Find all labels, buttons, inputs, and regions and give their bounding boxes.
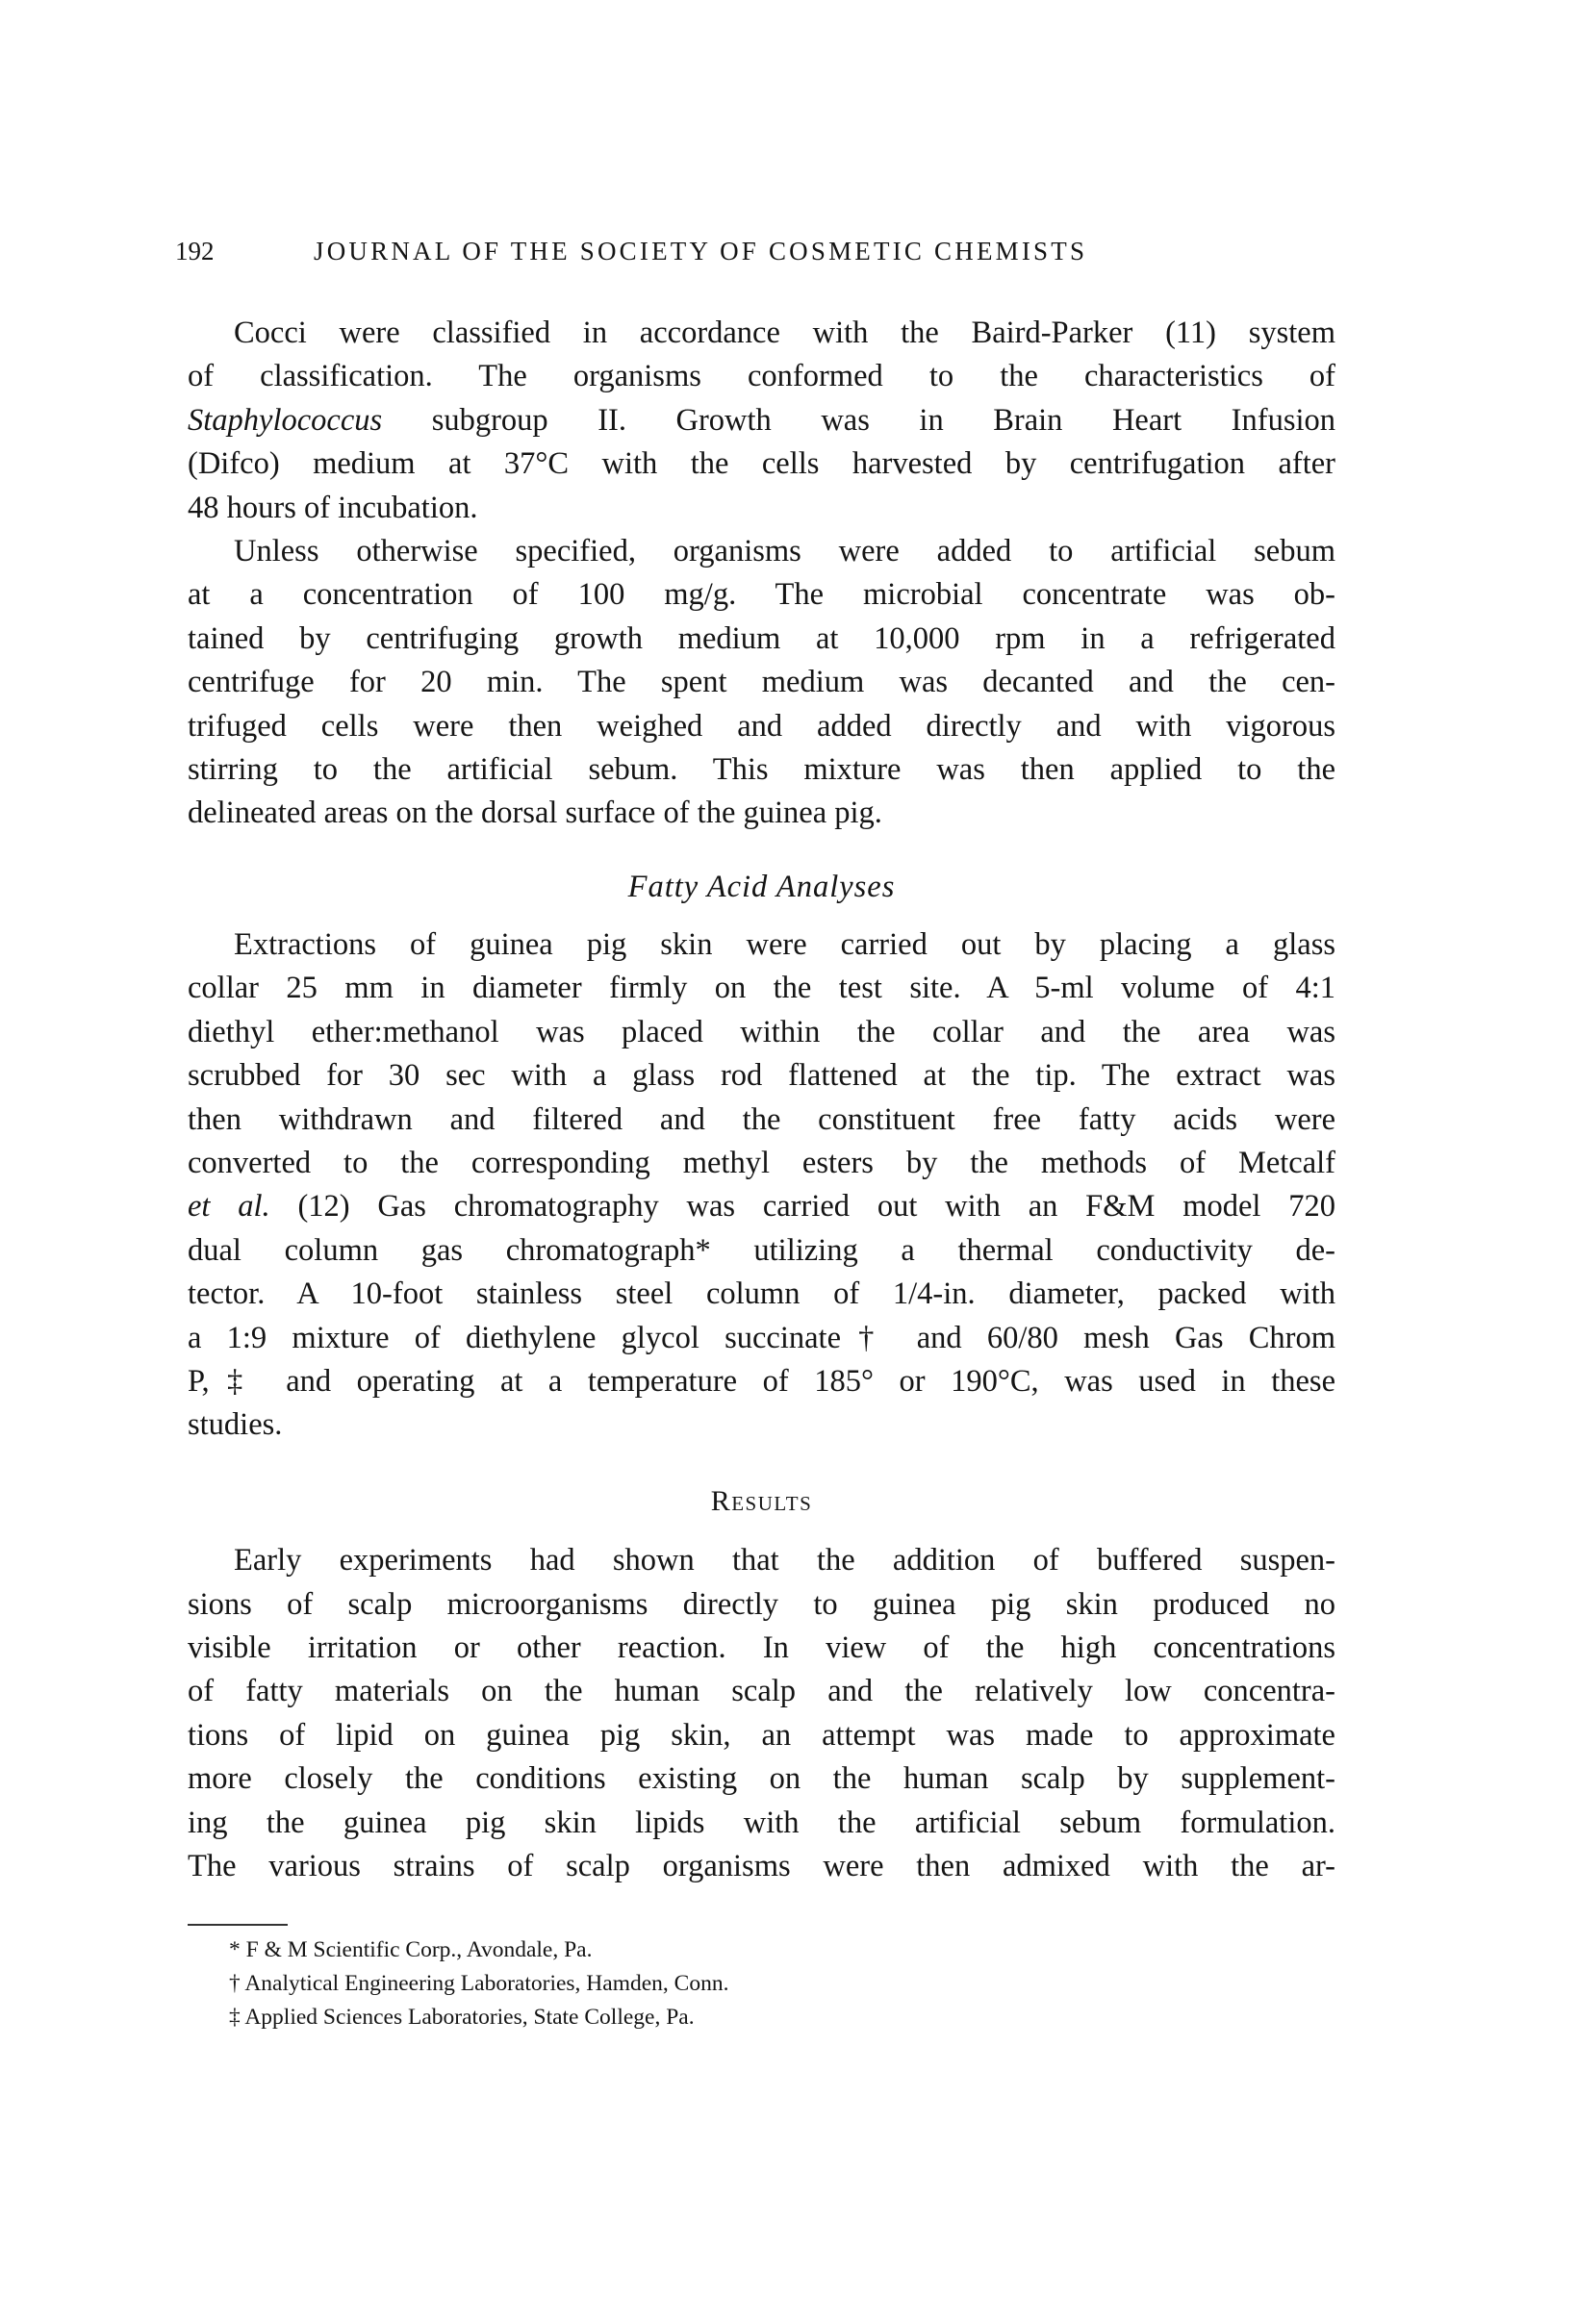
text-segment: diethyl ether:methanol was placed within the collar and the area was (188, 1014, 1335, 1049)
text-line (188, 1054, 1335, 1098)
text-segment: Early experiments had shown that the addition of buffered suspen- (234, 1543, 1335, 1579)
text-line (188, 1185, 1335, 1228)
text-line (188, 1845, 1335, 1888)
text-line (188, 1403, 1335, 1447)
footnote-rule (188, 1924, 288, 1926)
text-line (188, 1229, 1335, 1273)
text-segment: at a concentration of 100 mg/g. The microbial concentrate was ob- (188, 577, 1335, 613)
text-segment: ing the guinea pig skin lipids with the artificial sebum formulation. (188, 1805, 1335, 1840)
text-line (188, 705, 1335, 748)
text-segment: (Difco) medium at 37°C with the cells harvested by centrifugation after (188, 446, 1335, 482)
page-number: 192 (175, 237, 215, 265)
text-line (188, 1360, 1335, 1403)
text-segment: of fatty materials on the human scalp and the relatively low concentra- (188, 1674, 1335, 1709)
text-segment: of classification. The organisms conformed to the characteristics of (188, 359, 1335, 394)
text-line (188, 1757, 1335, 1801)
italic-text: Staphylococcus (188, 402, 383, 438)
text-line (188, 1670, 1335, 1713)
text-segment: tector. A 10-foot stainless steel column of 1/4-in. diameter, packed with (188, 1276, 1335, 1312)
text-segment: studies. (188, 1407, 283, 1443)
text-line (188, 312, 1335, 355)
text-line (188, 1011, 1335, 1054)
section-heading: Fatty Acid Analyses (627, 869, 896, 904)
text-segment: Unless otherwise specified, organisms were added to artificial sebum (234, 533, 1335, 568)
text-segment: Extractions of guinea pig skin were carried out by placing a glass (234, 927, 1335, 963)
text-line (188, 1273, 1335, 1316)
text-segment: tions of lipid on guinea pig skin, an attempt was made to approximate (188, 1717, 1335, 1753)
text-line (188, 618, 1335, 661)
text-line (188, 487, 1335, 530)
text-line (188, 748, 1335, 792)
text-segment: subgroup II. Growth was in Brain Heart Infusion (382, 402, 1335, 438)
text-segment: delineated areas on the dorsal surface of the guinea pig. (188, 796, 882, 831)
footnote: * F & M Scientific Corp., Avondale, Pa. (229, 1937, 593, 1962)
text-segment: visible irritation or other reaction. In view of the high concentrations (188, 1629, 1335, 1665)
text-segment: more closely the conditions existing on the human scalp by supplement- (188, 1761, 1335, 1797)
text-segment: collar 25 mm in diameter firmly on the test site. A 5-ml volume of 4:1 (188, 971, 1335, 1006)
body-text (188, 312, 1335, 1888)
text-segment: then withdrawn and filtered and the constituent free fatty acids were (188, 1101, 1335, 1137)
text-segment: Cocci were classified in accordance with the Baird-Parker (11) system (234, 316, 1335, 350)
text-line (188, 573, 1335, 617)
text-segment: sions of scalp microorganisms directly to guinea pig skin produced no (188, 1586, 1335, 1622)
running-header: JOURNAL OF THE SOCIETY OF COSMETIC CHEMISTS (314, 237, 1088, 265)
italic-text: et al. (188, 1189, 270, 1225)
footnote: † Analytical Engineering Laboratories, Hamden, Conn. (229, 1971, 729, 1996)
text-segment: P,‡ and operating at a temperature of 185° or 190°C, was used in these (188, 1363, 1335, 1399)
text-line (188, 661, 1335, 704)
text-segment: The various strains of scalp organisms were then admixed with the ar- (188, 1848, 1335, 1883)
text-line (188, 792, 1335, 835)
text-segment: tained by centrifuging growth medium at 10,000 rpm in a refrigerated (188, 620, 1335, 656)
text-line (188, 1099, 1335, 1142)
footnotes (229, 1933, 728, 2034)
text-line (188, 1583, 1335, 1627)
text-segment: stirring to the artificial sebum. This mixture was then applied to the (188, 751, 1335, 787)
text-segment: dual column gas chromatograph* utilizing a thermal conductivity de- (188, 1232, 1335, 1268)
text-line (188, 399, 1335, 442)
text-line (188, 530, 1335, 573)
text-line (188, 1714, 1335, 1757)
text-segment: centrifuge for 20 min. The spent medium was decanted and the cen- (188, 665, 1335, 700)
text-line (188, 1142, 1335, 1185)
text-line (188, 923, 1335, 967)
footnote: ‡ Applied Sciences Laboratories, State College, Pa. (229, 2005, 695, 2030)
text-segment: a 1:9 mixture of diethylene glycol succinate† and 60/80 mesh Gas Chrom (188, 1320, 1335, 1355)
text-segment: converted to the corresponding methyl esters by the methods of Metcalf (188, 1146, 1335, 1181)
text-segment: trifuged cells were then weighed and added directly and with vigorous (188, 708, 1335, 744)
text-line (188, 967, 1335, 1010)
text-line (188, 355, 1335, 398)
text-line (188, 1627, 1335, 1670)
section-heading: Results (710, 1484, 813, 1517)
text-segment: (12) Gas chromatography was carried out with an F&M model 720 (269, 1189, 1335, 1225)
text-segment: 48 hours of incubation. (188, 490, 478, 525)
text-line (188, 442, 1335, 486)
text-line (188, 1802, 1335, 1845)
text-segment: scrubbed for 30 sec with a glass rod flattened at the tip. The extract was (188, 1058, 1335, 1094)
text-line (188, 1317, 1335, 1360)
text-line (188, 1539, 1335, 1582)
